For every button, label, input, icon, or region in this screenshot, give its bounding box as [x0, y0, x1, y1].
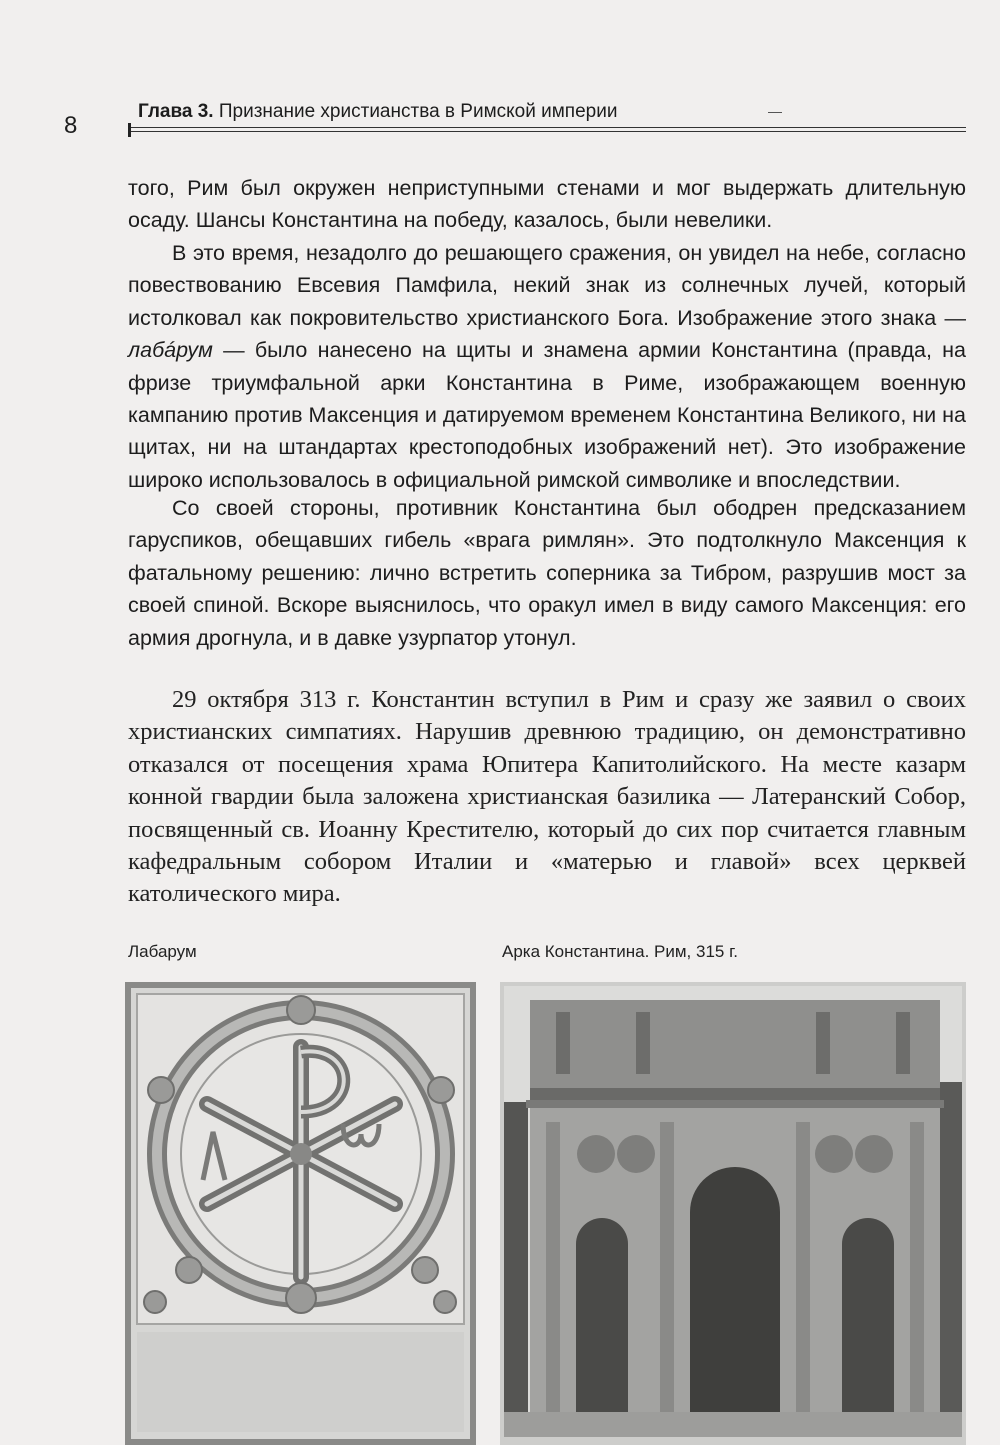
running-head-dash [768, 112, 782, 113]
paragraph-2-end: — было нанесено на щиты и знамена армии Константина (правда, на фризе триумфальной арки Константина в Риме, изображающем военную кампанию против Максенция и датируемом временем Константина Великого, ни на щитах, ни на штандартах крестоподобных изображений нет). Это изображение широко использовалось в официальной римской символике и впоследствии. [128, 338, 966, 492]
page-number: 8 [64, 112, 78, 139]
paragraph-1: того, Рим был окружен неприступными стенами и мог выдержать длительную осаду. Шансы Константина на победу, казалось, были невелики. [128, 176, 966, 233]
caption-arch: Арка Константина. Рим, 315 г. [502, 942, 738, 961]
running-head-title [138, 101, 617, 123]
labarum-relief-image [125, 982, 476, 1445]
paragraph-4: 29 октября 313 г. Константин вступил в Рим и сразу же заявил о своих христианских симпатиях. Нарушив древнюю традицию, он демонстративно отказался от посещения храма Юпитера Капитолийского. На месте казарм конной гвардии была заложена христианская базилика — Латеранский Собор, посвященный св. Иоанну Крестителю, который до сих пор считается главным кафедральным собором Италии и «матерью и главой» всех церквей католического мира. [128, 686, 966, 908]
arch-of-constantine-image [500, 982, 966, 1445]
chapter-title: Признание христианства в Римской империи [218, 101, 618, 122]
running-head-tick [128, 123, 131, 137]
running-head [128, 99, 968, 139]
paragraph-3: Со своей стороны, противник Константина был ободрен предсказанием гаруспиков, обещавших гибель «врага римлян». Это подтолкнуло Максенция к фатальному решению: лично встретить соперника за Тибром, разрушив мост за своей спиной. Вскоре выяснилось, что оракул имел в виду самого Максенция: его армия дрогнула, и в давке узурпатор утонул. [128, 496, 966, 650]
caption-labarum: Лабарум [128, 942, 197, 961]
paragraph-2 [128, 237, 966, 496]
labarum-term: лабáрум [128, 338, 213, 363]
paragraph-2-start: В это время, незадолго до решающего сражения, он увидел на небе, согласно повествованию Евсевия Памфила, некий знак из солнечных лучей, который истолковал как покровительство христианского Бога. Изображение этого знака — [128, 241, 966, 330]
running-head-rule [128, 127, 966, 132]
chapter-number: Глава 3. [138, 101, 214, 122]
